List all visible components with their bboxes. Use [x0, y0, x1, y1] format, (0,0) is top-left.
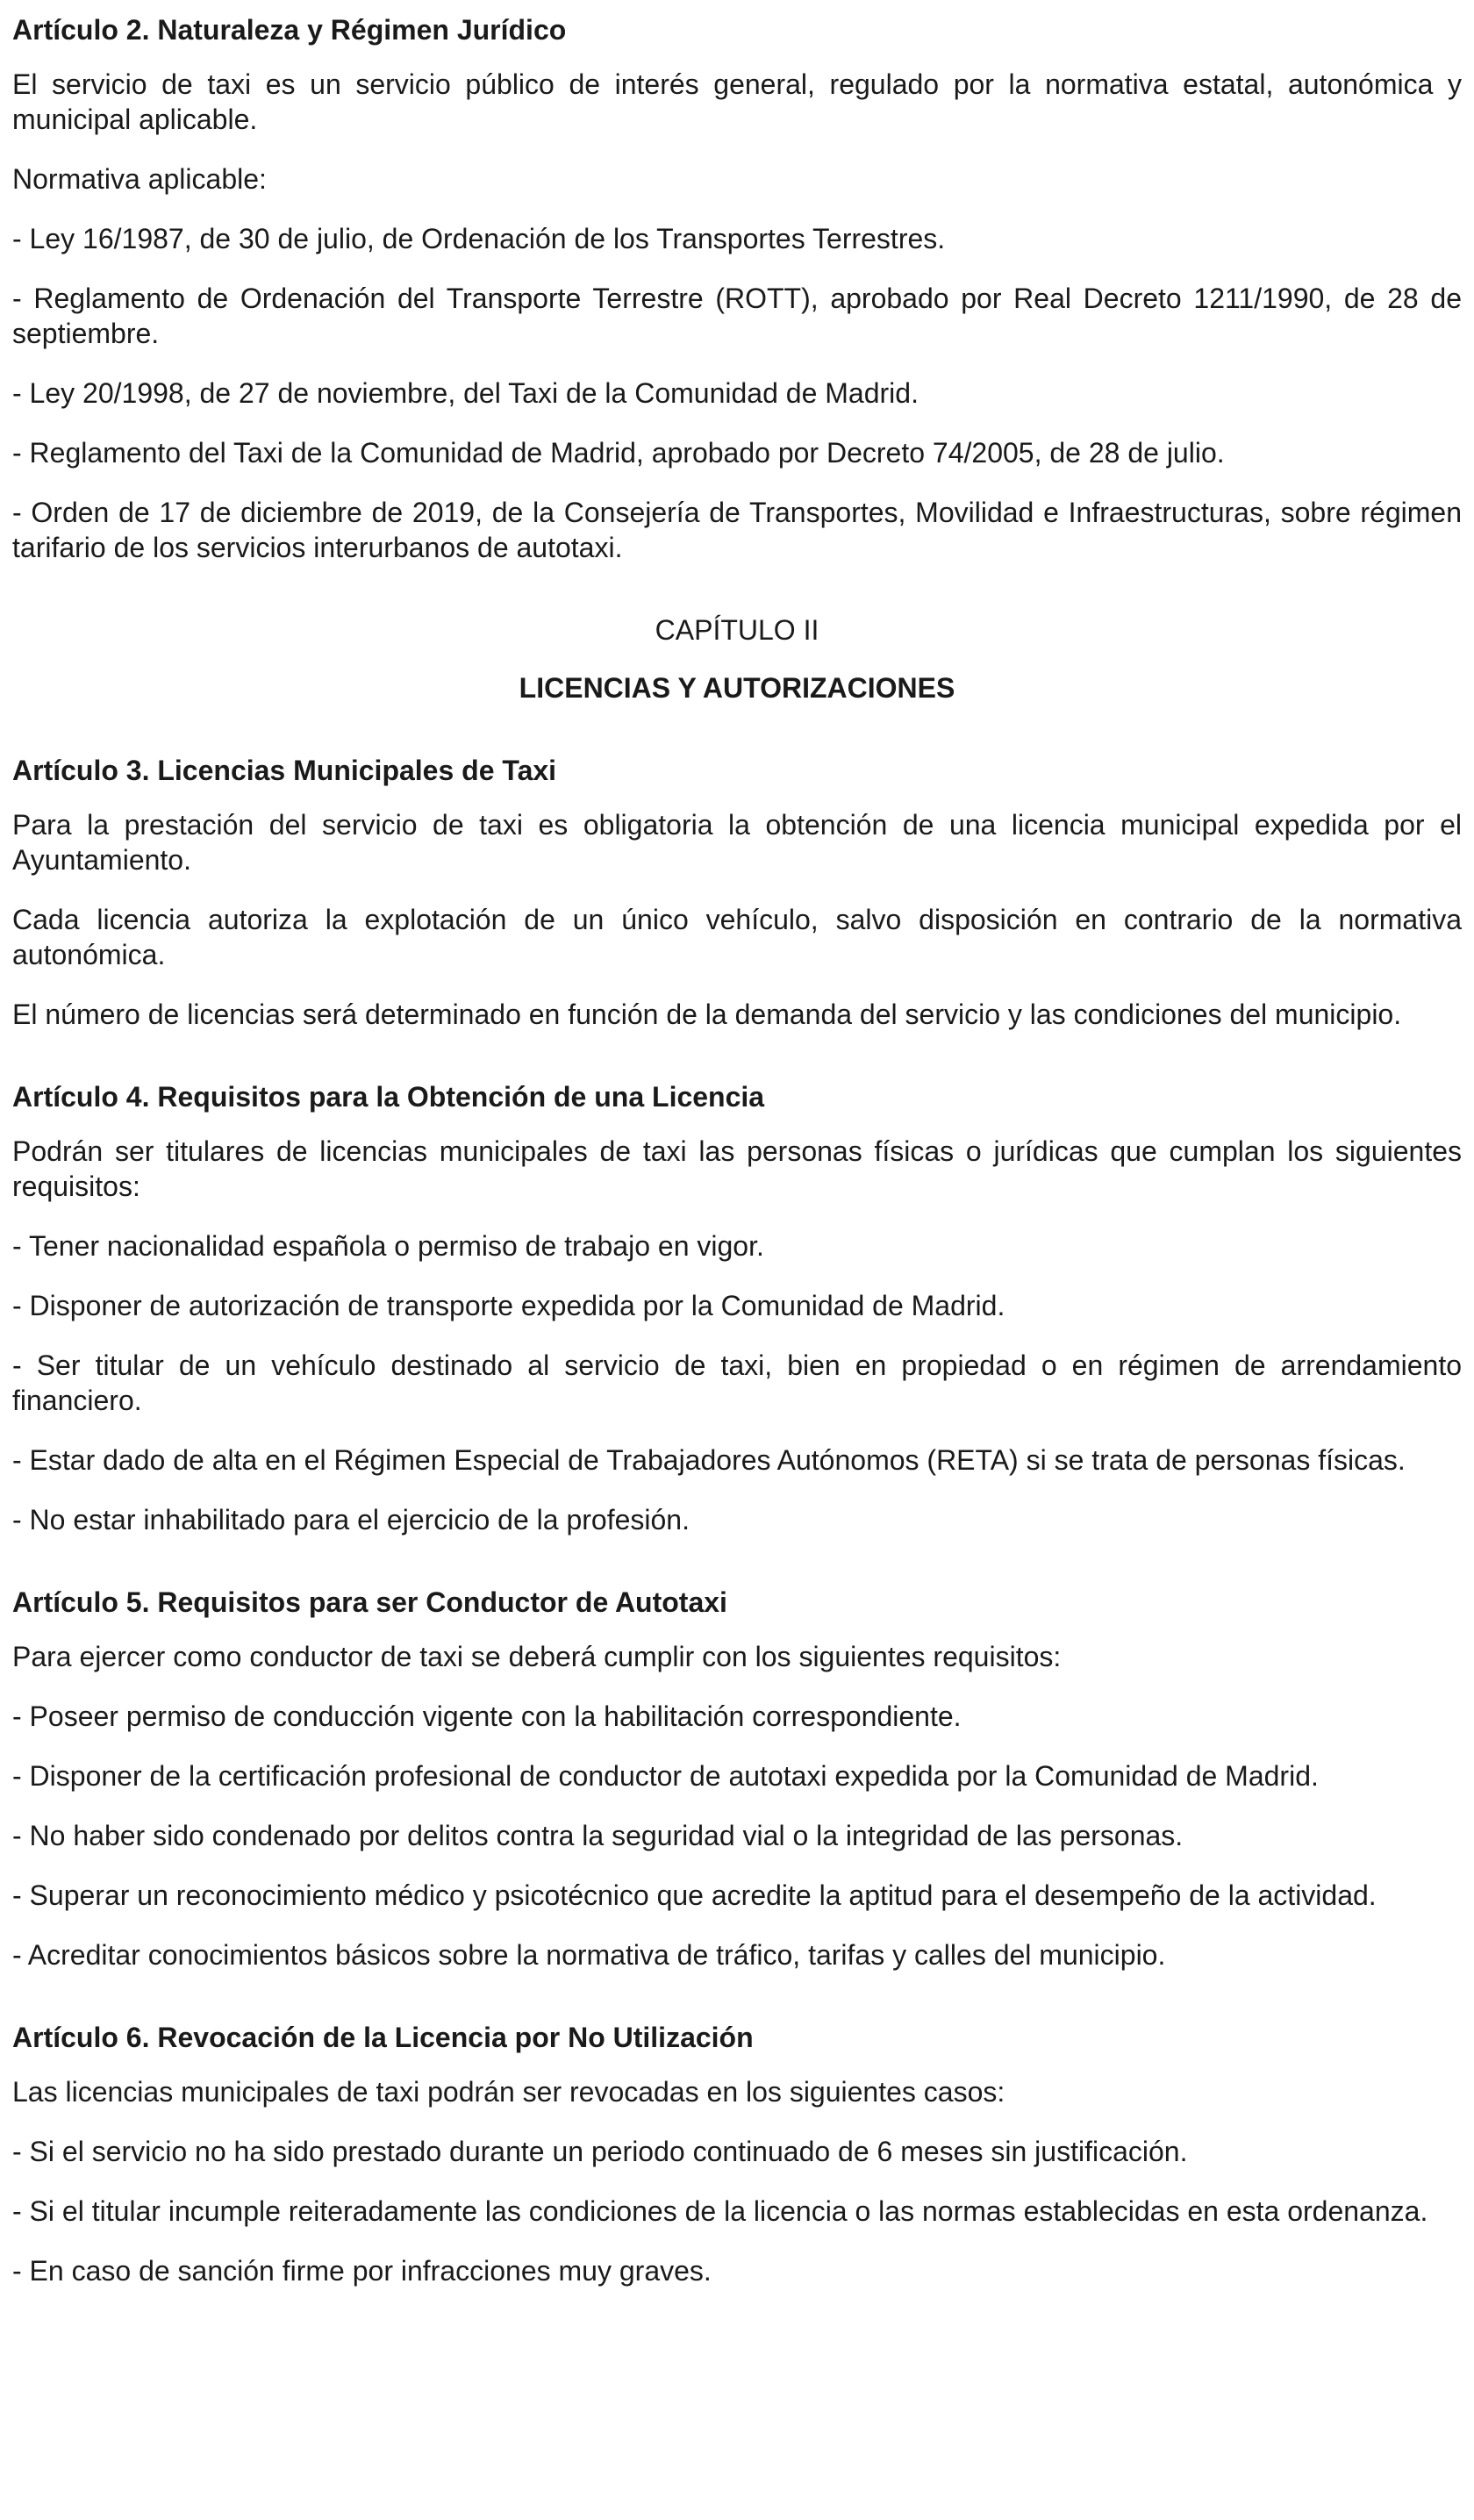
paragraph: Para ejercer como conductor de taxi se deberá cumplir con los siguientes requisitos: — [12, 1641, 1062, 1672]
list-item: - No estar inhabilitado para el ejercicio de la profesión. — [12, 1504, 690, 1536]
paragraph: El servicio de taxi es un servicio público de interés general, regulado por la normativa estatal, autonómica y municipal aplicable. — [12, 68, 1462, 135]
list-item: - Ley 16/1987, de 30 de julio, de Ordenación de los Transportes Terrestres. — [12, 223, 946, 254]
article-heading: Artículo 4. Requisitos para la Obtención de una Licencia — [12, 1081, 765, 1113]
list-item: - Poseer permiso de conducción vigente con la habilitación correspondiente. — [12, 1700, 962, 1732]
article-heading: Artículo 2. Naturaleza y Régimen Jurídico — [12, 14, 567, 46]
list-item: - Disponer de la certificación profesional de conductor de autotaxi expedida por la Comunidad de Madrid. — [12, 1760, 1319, 1792]
paragraph: Cada licencia autoriza la explotación de un único vehículo, salvo disposición en contrario de la normativa autonómica. — [12, 904, 1462, 970]
list-item: - Disponer de autorización de transporte expedida por la Comunidad de Madrid. — [12, 1290, 1005, 1321]
list-item: - Tener nacionalidad española o permiso de trabajo en vigor. — [12, 1230, 764, 1262]
list-item: - Si el servicio no ha sido prestado durante un periodo continuado de 6 meses sin justificación. — [12, 2136, 1188, 2167]
article-heading: Artículo 5. Requisitos para ser Conductor de Autotaxi — [12, 1586, 727, 1618]
list-item: - No haber sido condenado por delitos contra la seguridad vial o la integridad de las personas. — [12, 1820, 1184, 1851]
article-heading: Artículo 3. Licencias Municipales de Taxi — [12, 755, 557, 786]
list-item: - Reglamento de Ordenación del Transporte Terrestre (ROTT), aprobado por Real Decreto 1211/1990, de 28 de septiembre. — [12, 283, 1462, 349]
list-item: - En caso de sanción firme por infracciones muy graves. — [12, 2255, 712, 2287]
article-6 — [12, 2020, 1462, 2288]
paragraph: El número de licencias será determinado en función de la demanda del servicio y las condiciones del municipio. — [12, 999, 1402, 1030]
list-item: - Si el titular incumple reiteradamente las condiciones de la licencia o las normas establecidas en esta ordenanza. — [12, 2195, 1428, 2227]
list-item: - Estar dado de alta en el Régimen Especial de Trabajadores Autónomos (RETA) si se trata de personas físicas. — [12, 1444, 1406, 1476]
article-5 — [12, 1585, 1462, 1972]
chapter-title: LICENCIAS Y AUTORIZACIONES — [519, 672, 955, 704]
list-item: - Ser titular de un vehículo destinado al servicio de taxi, bien en propiedad o en régimen de arrendamiento financiero. — [12, 1349, 1462, 1416]
list-item: - Orden de 17 de diciembre de 2019, de la Consejería de Transportes, Movilidad e Infraestructuras, sobre régimen tarifario de los servicios interurbanos de autotaxi. — [12, 497, 1462, 563]
paragraph: Normativa aplicable: — [12, 163, 267, 195]
list-item: - Acreditar conocimientos básicos sobre la normativa de tráfico, tarifas y calles del municipio. — [12, 1939, 1166, 1971]
article-2 — [12, 12, 1462, 565]
chapter-number: CAPÍTULO II — [655, 614, 819, 646]
article-3 — [12, 753, 1462, 1032]
list-item: - Reglamento del Taxi de la Comunidad de Madrid, aprobado por Decreto 74/2005, de 28 de julio. — [12, 437, 1225, 469]
article-4 — [12, 1079, 1462, 1537]
paragraph: Las licencias municipales de taxi podrán ser revocadas en los siguientes casos: — [12, 2076, 1005, 2108]
list-item: - Ley 20/1998, de 27 de noviembre, del Taxi de la Comunidad de Madrid. — [12, 377, 919, 409]
list-item: - Superar un reconocimiento médico y psicotécnico que acredite la aptitud para el desempeño de la actividad. — [12, 1879, 1377, 1911]
paragraph: Para la prestación del servicio de taxi es obligatoria la obtención de una licencia municipal expedida por el Ayuntamiento. — [12, 809, 1462, 876]
article-heading: Artículo 6. Revocación de la Licencia por No Utilización — [12, 2022, 754, 2053]
paragraph: Podrán ser titulares de licencias municipales de taxi las personas físicas o jurídicas que cumplan los siguientes requisitos: — [12, 1135, 1462, 1202]
